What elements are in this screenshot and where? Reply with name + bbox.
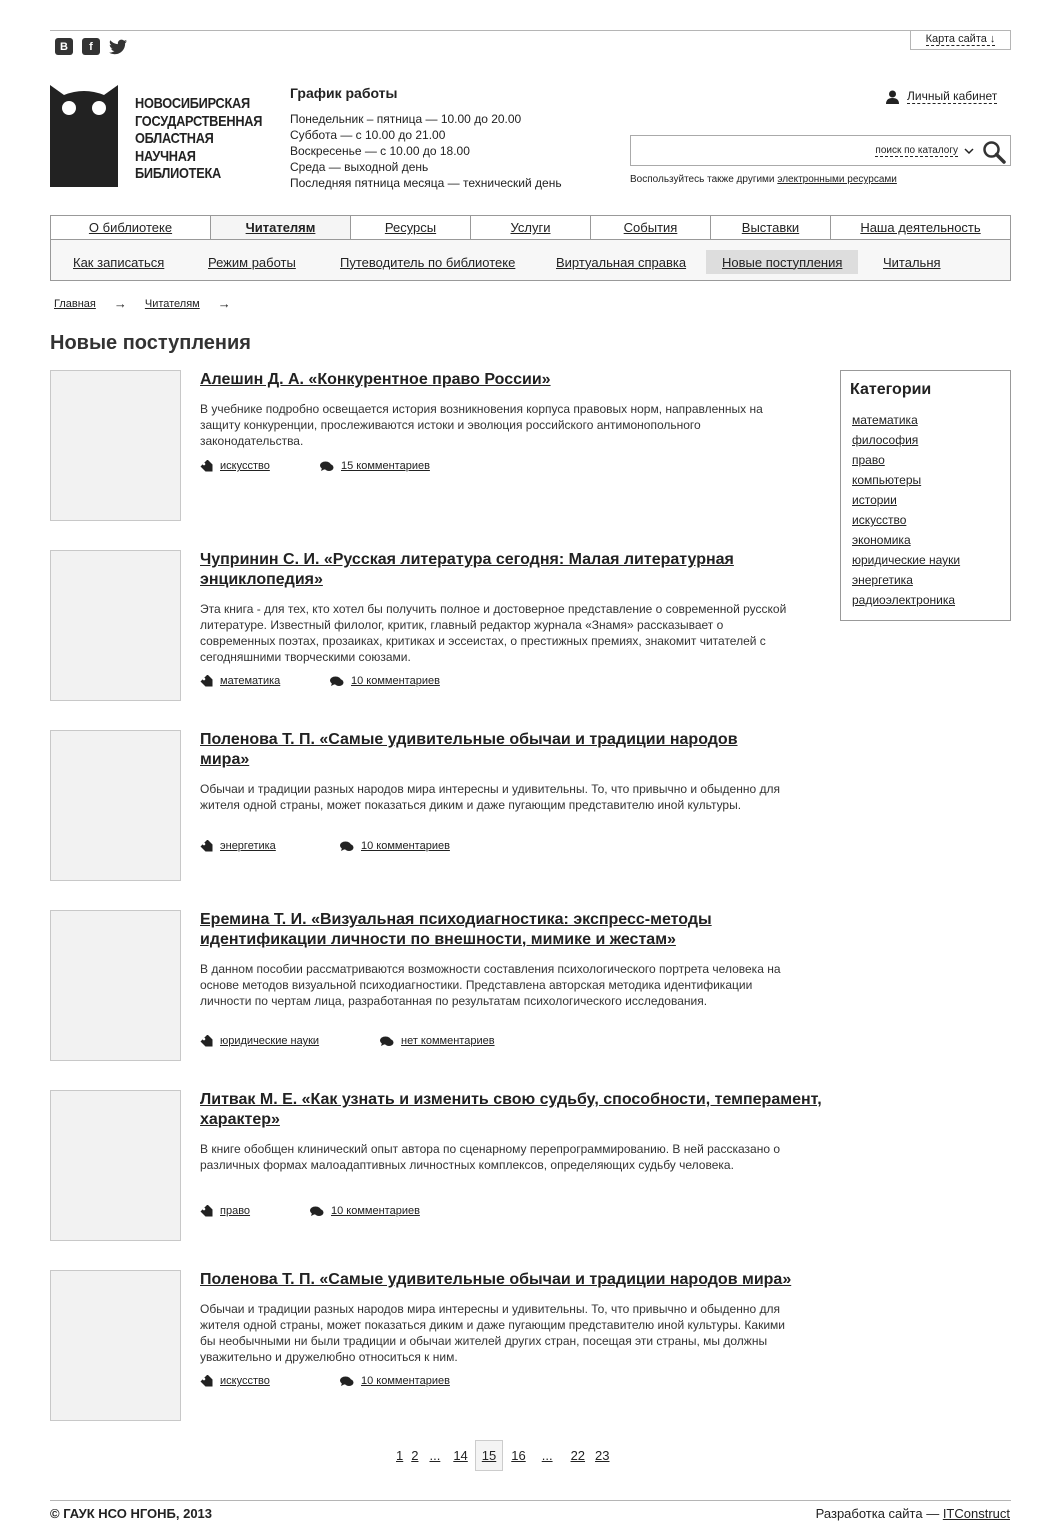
schedule — [290, 85, 562, 191]
category-link[interactable]: философия — [852, 433, 919, 447]
nav-resources[interactable]: Ресурсы — [351, 216, 471, 239]
article-description: Обычаи и традиции разных народов мира интересны и удивительны. То, что привычно и обыденно для жителя одной страны, может показаться диким и даже пугающим представителю иной культуры. Какими бы необычными ни были традиции и обычаи жителей других стран, посещая эти страны, мы должны уважительно и дружелюбно относиться к ним. — [200, 1302, 785, 1364]
article-item — [50, 370, 830, 521]
schedule-line: Последняя пятница месяца — технический день — [290, 176, 562, 190]
category-link[interactable]: истории — [852, 493, 897, 507]
article-item — [50, 1090, 830, 1241]
book-cover[interactable] — [50, 730, 181, 881]
schedule-line: Суббота — с 10.00 до 21.00 — [290, 128, 446, 142]
page-ellipsis[interactable]: ... — [429, 1448, 441, 1463]
article-tag[interactable]: математика — [200, 675, 330, 687]
article-item — [50, 910, 830, 1061]
article-tag[interactable]: энергетика — [200, 840, 340, 852]
article-title[interactable]: Поленова Т. П. «Самые удивительные обычаи и традиции народов мира» — [200, 1271, 792, 1288]
article-description: В книге обобщен клинический опыт автора по сценарному перепрограммированию. В ней рассказано о различных формах малоадаптивных личностных комплексов, определяющих судьбу человека. — [200, 1142, 780, 1172]
twitter-icon[interactable] — [109, 38, 127, 55]
sitemap-link[interactable]: Карта сайта ↓ — [910, 30, 1011, 50]
article-comments[interactable]: нет комментариев — [380, 1035, 495, 1047]
breadcrumb-readers[interactable]: Читателям — [144, 297, 200, 310]
facebook-icon[interactable]: f — [82, 38, 100, 55]
article-item — [50, 1270, 830, 1421]
article-title[interactable]: Литвак М. Е. «Как узнать и изменить свою судьбу, способности, темперамент, характер» — [200, 1091, 822, 1128]
page-link[interactable]: 23 — [595, 1448, 610, 1463]
tag-icon — [200, 460, 213, 472]
article-comments[interactable]: 10 комментариев — [340, 1375, 450, 1387]
category-link[interactable]: экономика — [852, 533, 911, 547]
page-link[interactable]: 16 — [511, 1448, 526, 1463]
subnav-virtual-help[interactable]: Виртуальная справка — [556, 254, 687, 270]
article-tag[interactable]: искусство — [200, 460, 320, 472]
comments-icon — [310, 1206, 324, 1217]
nav-about[interactable]: О библиотеке — [51, 216, 211, 239]
category-link[interactable]: энергетика — [852, 573, 913, 587]
comments-icon — [340, 1376, 354, 1387]
book-cover[interactable] — [50, 1090, 181, 1241]
category-link[interactable]: радиоэлектроника — [852, 593, 956, 607]
user-icon — [886, 90, 899, 104]
schedule-title: График работы — [290, 85, 398, 101]
page-link[interactable]: 14 — [453, 1448, 468, 1463]
page-link[interactable]: 22 — [570, 1448, 586, 1463]
comments-icon — [330, 676, 344, 687]
schedule-line: Среда — выходной день — [290, 160, 429, 174]
article-meta — [200, 840, 450, 852]
chevron-down-icon — [964, 148, 974, 155]
article-comments[interactable]: 10 комментариев — [340, 840, 450, 852]
search-hint: Воспользуйтесь также другими электронными ресурсами — [630, 174, 897, 185]
subnav-hours[interactable]: Режим работы — [208, 254, 296, 270]
electronic-resources-link[interactable]: электронными ресурсами — [777, 174, 897, 185]
page-ellipsis[interactable]: ... — [541, 1448, 553, 1463]
article-description: Обычаи и традиции разных народов мира интересны и удивительны. То, что привычно и обыденно для жителя одной страны, может показаться диким и даже пугающим представителю иной культуры. — [200, 782, 780, 812]
arrow-right-icon: → — [217, 296, 231, 311]
page-current: 15 — [475, 1440, 503, 1471]
article-title[interactable]: Чупринин С. И. «Русская литература сегодня: Малая литературная энциклопедия» — [200, 551, 734, 588]
schedule-line: Понедельник – пятница — 10.00 до 20.00 — [290, 112, 522, 126]
category-link[interactable]: юридические науки — [852, 553, 961, 567]
article-comments[interactable]: 15 комментариев — [320, 460, 430, 472]
nav-events[interactable]: События — [591, 216, 711, 239]
article-meta — [200, 460, 430, 472]
logo-text: НОВОСИБИРСКАЯ ГОСУДАРСТВЕННАЯ ОБЛАСТНАЯ НАУЧНАЯ БИБЛИОТЕКА — [135, 95, 263, 182]
category-link[interactable]: компьютеры — [852, 473, 922, 487]
article-title[interactable]: Поленова Т. П. «Самые удивительные обычаи и традиции народов мира» — [200, 731, 738, 768]
owl-logo-icon — [50, 85, 118, 187]
subnav-guide[interactable]: Путеводитель по библиотеке — [340, 254, 516, 270]
nav-services[interactable]: Услуги — [471, 216, 591, 239]
book-cover[interactable] — [50, 370, 181, 521]
comments-icon — [320, 461, 334, 472]
article-comments[interactable]: 10 комментариев — [330, 675, 440, 687]
article-item — [50, 550, 830, 701]
nav-exhibitions[interactable]: Выставки — [711, 216, 831, 239]
article-title[interactable]: Еремина Т. И. «Визуальная психодиагностика: экспресс-методы идентификации личности по внешности, мимике и жестам» — [200, 911, 712, 948]
arrow-right-icon: → — [113, 296, 127, 311]
main-nav — [50, 215, 1011, 240]
category-link[interactable]: искусство — [852, 513, 907, 527]
search-box[interactable] — [630, 135, 1011, 166]
book-cover[interactable] — [50, 1270, 181, 1421]
search-scope-dropdown[interactable]: поиск по каталогу — [875, 145, 974, 157]
article-item — [50, 730, 830, 881]
search-icon[interactable] — [982, 140, 1006, 164]
article-meta — [200, 1205, 420, 1217]
footer-divider — [50, 1500, 1011, 1501]
tag-icon — [200, 1035, 213, 1047]
article-description: Эта книга - для тех, кто хотел бы получить полное и достоверное представление о современной русской литературе. Известный филолог, критик, главный редактор журнала «Знамя» рассказывает о современных поэтах, прозаиках, критиках и эссеистах, о престижных премиях, знакомит читателей с сегодняшними творческими союзами. — [200, 602, 787, 664]
nav-readers[interactable]: Читателям — [211, 216, 351, 239]
article-tag[interactable]: юридические науки — [200, 1035, 380, 1047]
comments-icon — [340, 841, 354, 852]
article-description: В учебнике подробно освещается история возникновения корпуса правовых норм, направленных на защиту конкуренции, прослеживаются истоки и эволюция российского антимонопольного законодательства. — [200, 402, 763, 448]
category-link[interactable]: право — [852, 453, 885, 467]
pagination — [392, 1440, 614, 1471]
breadcrumb — [54, 296, 249, 311]
tag-icon — [200, 1205, 213, 1217]
category-link[interactable]: математика — [852, 413, 918, 427]
article-comments[interactable]: 10 комментариев — [310, 1205, 420, 1217]
article-tag[interactable]: искусство — [200, 1375, 340, 1387]
subnav-reading-room[interactable]: Читальня — [883, 254, 941, 270]
vk-icon[interactable]: В — [55, 38, 73, 55]
book-cover[interactable] — [50, 910, 181, 1061]
sub-nav — [50, 240, 1011, 281]
developer-link[interactable]: ITConstruct — [942, 1506, 1010, 1521]
article-tag[interactable]: право — [200, 1205, 310, 1217]
tag-icon — [200, 1375, 213, 1387]
nav-activity[interactable]: Наша деятельность — [860, 220, 981, 235]
subnav-register[interactable]: Как записаться — [73, 254, 165, 270]
page-link[interactable]: 2 — [411, 1448, 419, 1463]
tag-icon — [200, 840, 213, 852]
article-meta — [200, 675, 440, 687]
library-logo[interactable] — [50, 85, 263, 187]
social-links — [55, 38, 127, 55]
developer-credit: Разработка сайта — ITConstruct — [815, 1506, 1010, 1521]
copyright: © ГАУК НСО НГОНБ, 2013 — [50, 1506, 213, 1521]
schedule-line: Воскресенье — с 10.00 до 18.00 — [290, 144, 470, 158]
article-meta — [200, 1035, 495, 1047]
comments-icon — [380, 1036, 394, 1047]
top-divider — [50, 30, 1010, 31]
article-title[interactable]: Алешин Д. А. «Конкурентное право России» — [200, 371, 551, 388]
article-meta — [200, 1375, 450, 1387]
book-cover[interactable] — [50, 550, 181, 701]
breadcrumb-home[interactable]: Главная — [54, 297, 96, 310]
tag-icon — [200, 675, 213, 687]
article-description: В данном пособии рассматриваются возможности составления психологического портрета человека на основе методов визуальной психодиагностики. Представлена авторская методика идентификации личности по чертам лица, разработанная по результатам психологического исследования. — [200, 962, 781, 1008]
personal-cabinet-link[interactable]: Личный кабинет — [886, 90, 997, 104]
subnav-new-arrivals[interactable]: Новые поступления — [706, 250, 858, 274]
page-link[interactable]: 1 — [396, 1448, 404, 1463]
categories-title: Категории — [850, 381, 932, 398]
page-title: Новые поступления — [50, 332, 251, 354]
categories-panel — [840, 370, 1011, 621]
